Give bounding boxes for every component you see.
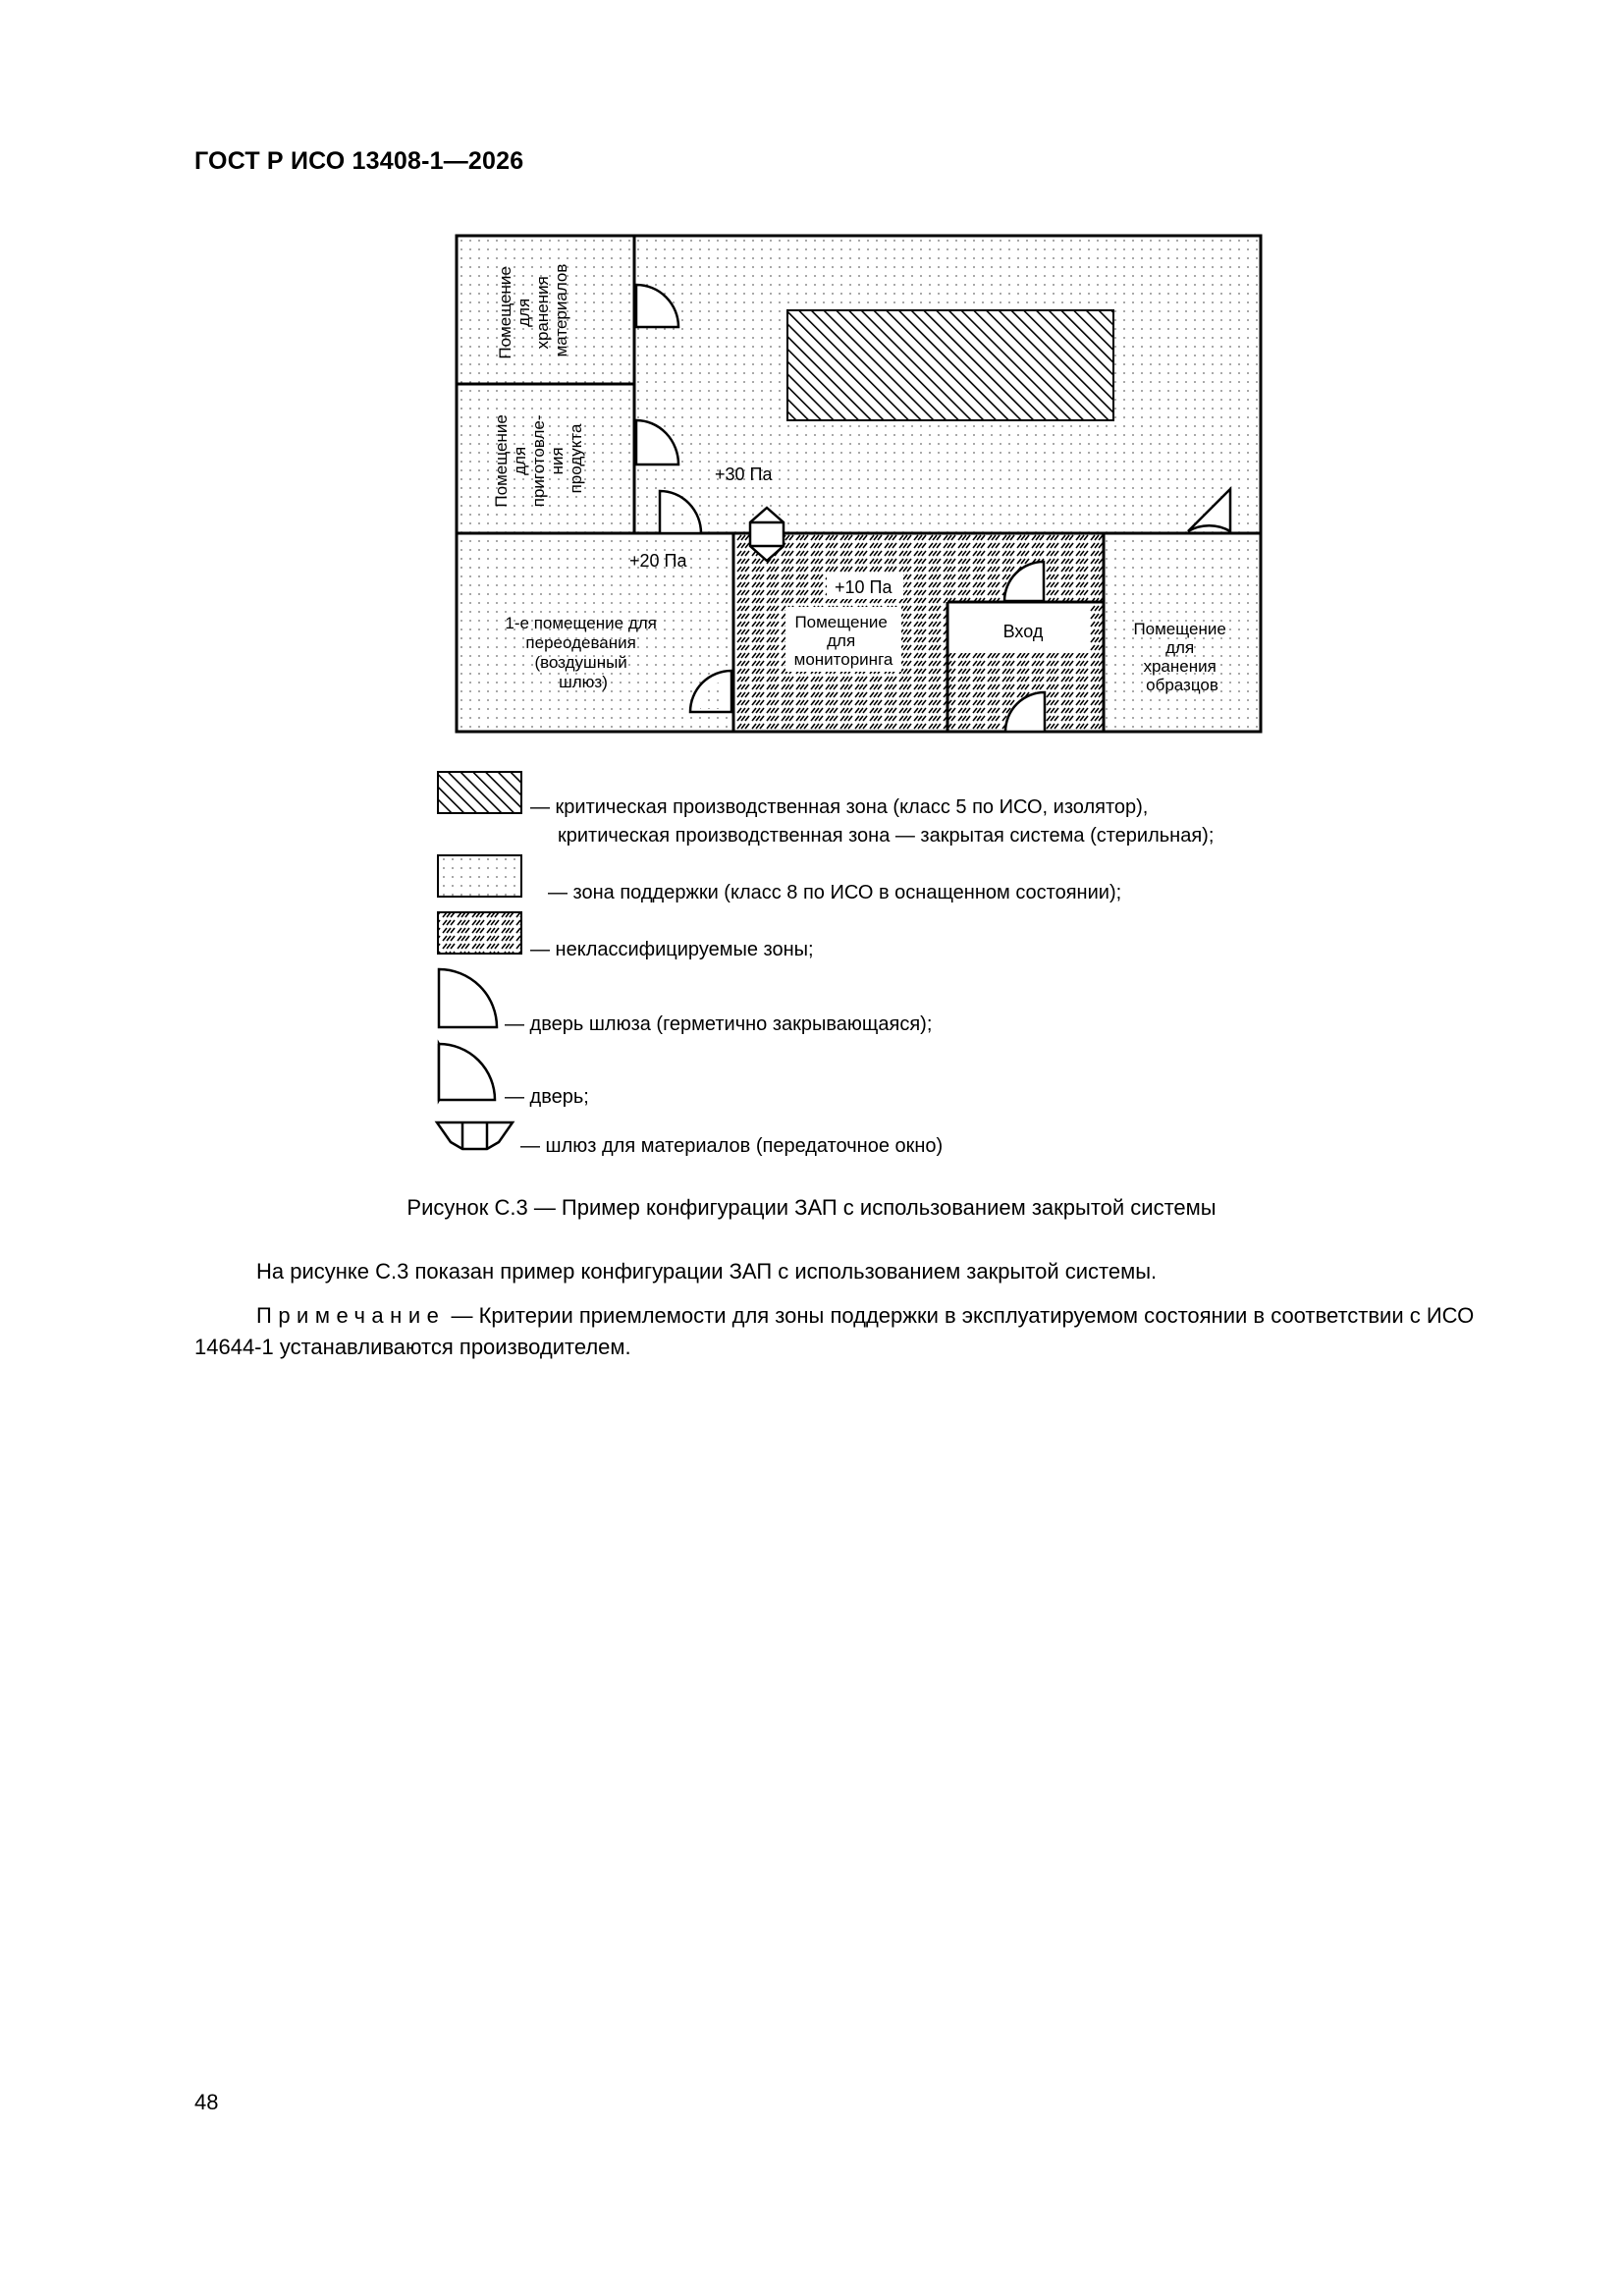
- pressure-20-label: +20 Па: [629, 551, 687, 571]
- legend-pass-box-text: — шлюз для материалов (передаточное окно): [520, 1135, 944, 1157]
- legend-unclassified-swatch: [438, 912, 521, 954]
- legend-support-text: — зона поддержки (класс 8 по ИСО в оснащенном состоянии);: [548, 882, 1122, 903]
- document-header: ГОСТ Р ИСО 13408-1—2026: [194, 147, 524, 175]
- legend-airlock-door-icon: [439, 969, 497, 1027]
- legend-critical-line2: критическая производственная зона — закрытая система (стерильная);: [558, 825, 1215, 847]
- pressure-10-label: +10 Па: [835, 577, 893, 597]
- critical-zone-isolator: [787, 310, 1113, 420]
- body-paragraph: На рисунке С.3 показан пример конфигурации ЗАП с использованием закрытой системы.: [256, 1259, 1158, 1284]
- note-label: Примечание: [256, 1303, 446, 1328]
- room-entrance-label: Вход: [1002, 622, 1044, 641]
- note-text: — Критерии приемлемости для зоны поддержки в эксплуатируемом состоянии в соответствии с ИСО 14644-1 устанавливаются производителем.: [194, 1303, 1475, 1359]
- room-product-preparation-label: Помещение для приготовле- ния продукта: [492, 414, 585, 508]
- legend-door-icon: [439, 1044, 495, 1100]
- room-samples-storage-label: Помещение для хранения образцов: [1133, 620, 1226, 694]
- legend-airlock-door-text: — дверь шлюза (герметично закрывающаяся);: [505, 1013, 933, 1035]
- legend: [437, 772, 1214, 1157]
- legend-support-swatch: [438, 855, 521, 897]
- legend-door-text: — дверь;: [505, 1086, 589, 1108]
- figure-caption: Рисунок С.3 — Пример конфигурации ЗАП с использованием закрытой системы: [406, 1195, 1217, 1220]
- legend-pass-box-icon: [437, 1122, 513, 1149]
- room-monitoring-label: Помещение для мониторинга: [793, 613, 893, 669]
- page-number: 48: [194, 2090, 219, 2114]
- room-changing-airlock-label: 1-е помещение для переодевания (воздушный шлюз): [505, 614, 657, 691]
- legend-critical-swatch: [438, 772, 521, 813]
- legend-critical-line1: — критическая производственная зона (класс 5 по ИСО, изолятор),: [530, 796, 1149, 818]
- pressure-30-label: +30 Па: [715, 465, 773, 484]
- room-materials-storage-label: Помещение для хранения материалов: [496, 263, 570, 359]
- note-paragraph: [194, 1300, 1522, 1363]
- legend-unclassified-text: — неклассифицируемые зоны;: [530, 939, 814, 960]
